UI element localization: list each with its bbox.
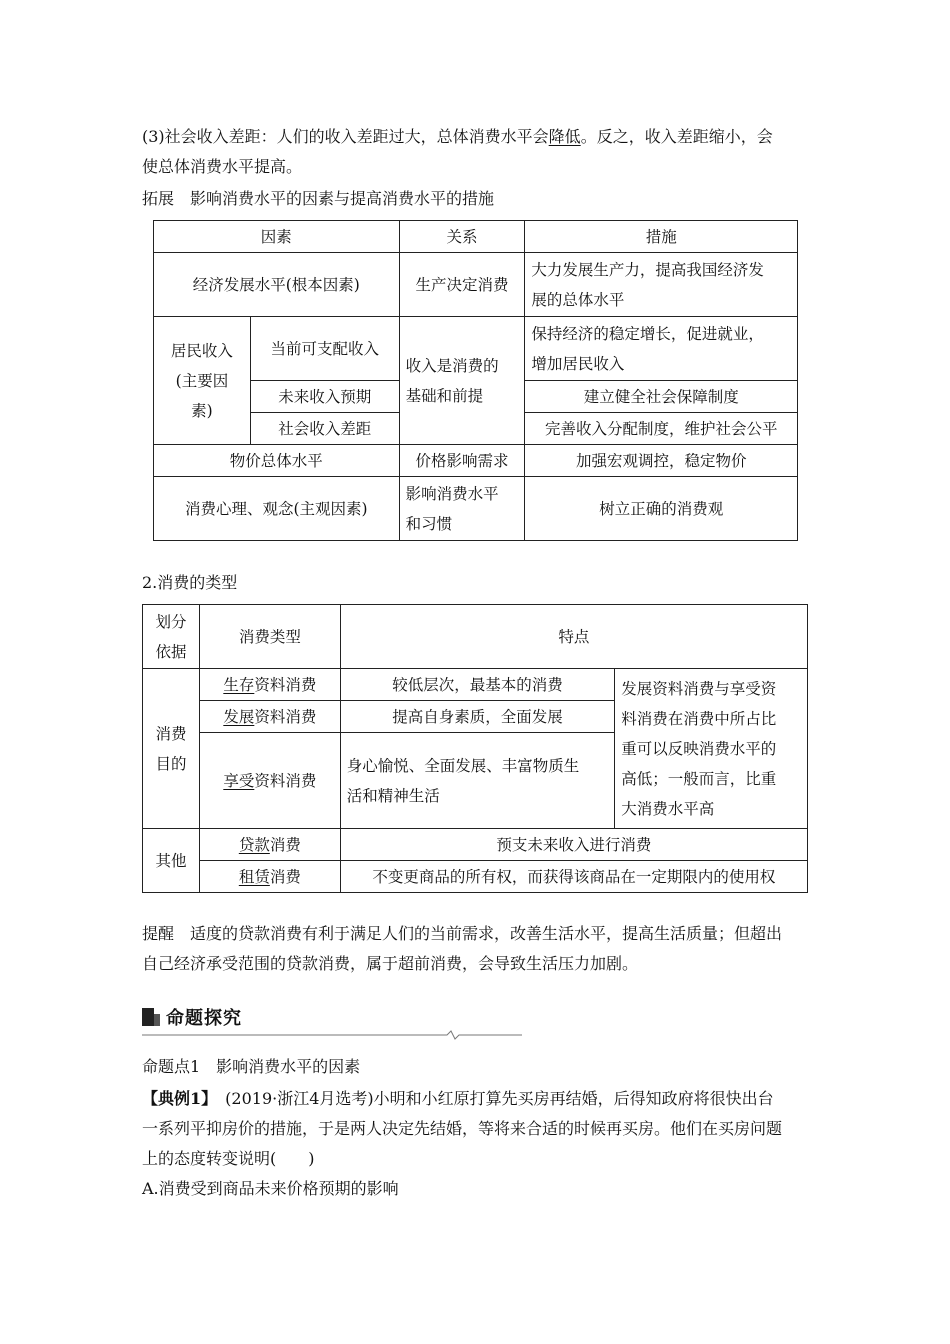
measure-price: 加强宏观调控，稳定物价 [525,445,798,477]
type-development: 发展资料消费 [199,701,340,733]
basis-other: 其他 [143,829,200,893]
header-type: 消费类型 [199,605,340,669]
factor-psychology: 消费心理、观念(主观因素) [154,477,400,541]
measure-social-security: 建立健全社会保障制度 [525,381,798,413]
header-measure: 措施 [525,221,798,253]
relation-psychology: 影响消费水平 和习惯 [399,477,525,541]
reminder-paragraph [142,919,810,979]
consumption-factors-table [153,220,798,541]
measure-outlook: 树立正确的消费观 [525,477,798,541]
feature-lease: 不变更商品的所有权，而获得该商品在一定期限内的使用权 [340,861,807,893]
example-line: 上的态度转变说明( ) [142,1149,315,1168]
header-basis: 划分 依据 [143,605,200,669]
consumption-types-table [142,604,808,893]
feature-survival: 较低层次，最基本的消费 [340,669,615,701]
reminder-line: 提醒 适度的贷款消费有利于满足人们的当前需求，改善生活水平，提高生活质量；但超出 [142,924,783,943]
section-divider [142,1030,522,1040]
reminder-line: 自己经济承受范围的贷款消费，属于超前消费，会导致生活压力加剧。 [142,954,639,973]
feature-development: 提高自身素质，全面发展 [340,701,615,733]
sub-income-gap: 社会收入差距 [250,413,399,445]
example-paragraph [142,1084,810,1204]
type-enjoyment: 享受资料消费 [199,733,340,829]
sub-future-income: 未来收入预期 [250,381,399,413]
relation-price: 价格影响需求 [399,445,525,477]
measure-distribution: 完善收入分配制度，维护社会公平 [525,413,798,445]
feature-enjoyment: 身心愉悦、全面发展、丰富物质生 活和精神生活 [340,733,615,829]
point-title: 命题点1 影响消费水平的因素 [142,1057,361,1076]
feature-proportion-note: 发展资料消费与享受资 料消费在消费中所占比 重可以反映消费水平的 高低；一般而言，比重 大消费水平高 [615,669,808,829]
example-line: (2019·浙江4月选考)小明和小红原打算先买房再结婚，后得知政府将很快出台 [225,1089,774,1108]
feature-loan: 预支未来收入进行消费 [340,829,807,861]
income-gap-paragraph [142,122,810,182]
section-title: 命题探究 [166,1008,242,1029]
para-text: 使总体消费水平提高。 [142,157,303,176]
header-relation: 关系 [399,221,525,253]
header-feature: 特点 [340,605,807,669]
extension-title: 拓展 影响消费水平的因素与提高消费水平的措施 [142,189,495,208]
factor-income: 居民收入 (主要因 素) [154,317,251,445]
measure-productivity: 大力发展生产力，提高我国经济发 展的总体水平 [525,253,798,317]
type-lease: 租赁消费 [199,861,340,893]
section-header [142,1004,242,1030]
basis-purpose: 消费 目的 [143,669,200,829]
option-a: A.消费受到商品未来价格预期的影响 [142,1179,399,1198]
relation-income: 收入是消费的 基础和前提 [399,317,525,445]
section-square-icon [142,1008,160,1026]
type-survival: 生存资料消费 [199,669,340,701]
measure-growth: 保持经济的稳定增长，促进就业， 增加居民收入 [525,317,798,381]
factor-economy: 经济发展水平(根本因素) [154,253,400,317]
para-text: (3)社会收入差距：人们的收入差距过大，总体消费水平会 [142,127,549,146]
underlined-keyword: 降低 [548,127,581,146]
relation-production: 生产决定消费 [399,253,525,317]
example-label: 【典例1】 [142,1089,210,1108]
type-loan: 贷款消费 [199,829,340,861]
example-line: 一系列平抑房价的措施，于是两人决定先结婚，等将来合适的时候再买房。他们在买房问题 [142,1119,783,1138]
section-2-title: 2.消费的类型 [142,573,238,592]
factor-price: 物价总体水平 [154,445,400,477]
header-factor: 因素 [154,221,400,253]
sub-disposable-income: 当前可支配收入 [250,317,399,381]
para-text: 。反之，收入差距缩小，会 [580,127,773,146]
